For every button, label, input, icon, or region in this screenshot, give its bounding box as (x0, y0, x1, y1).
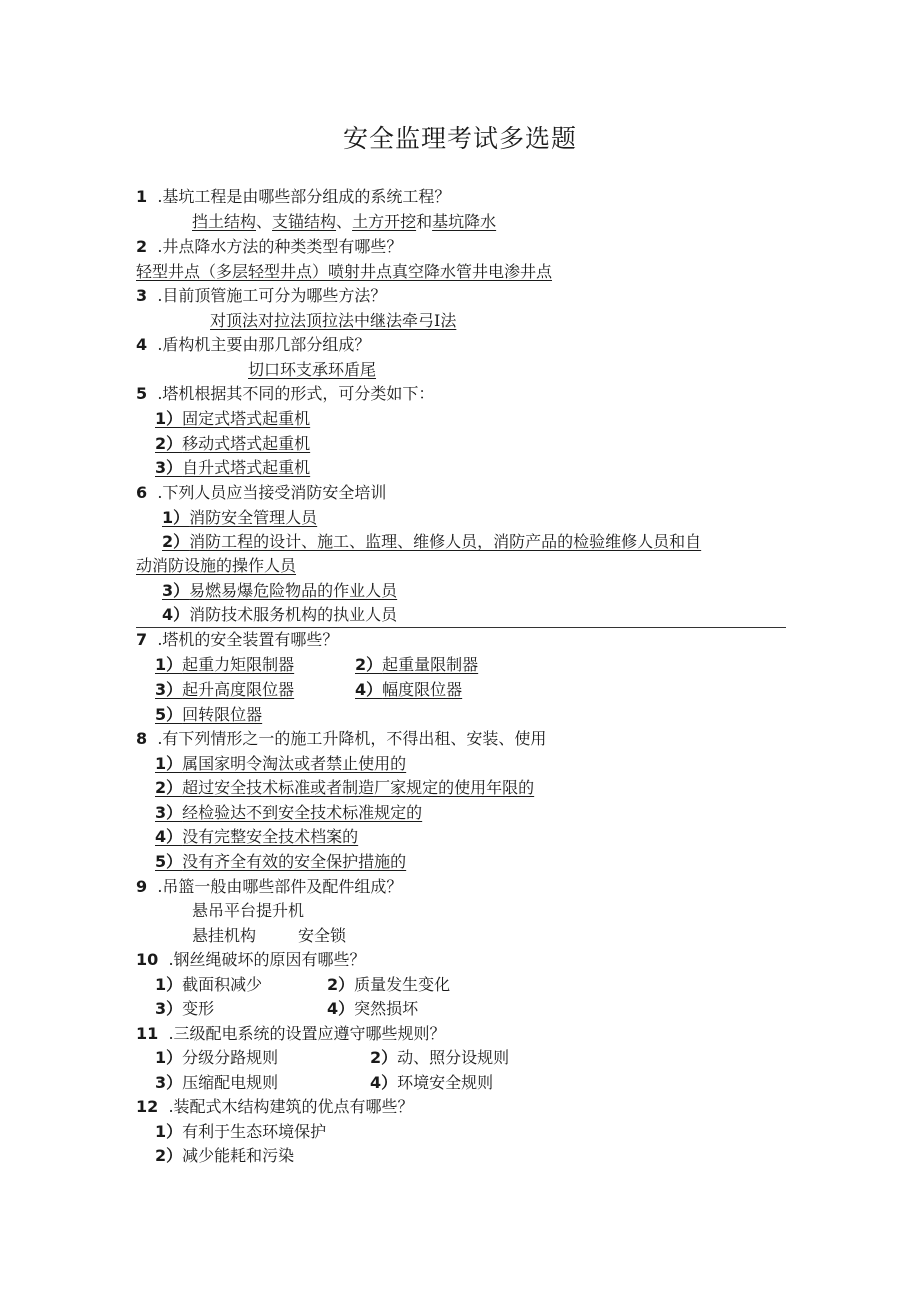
question-9 (136, 877, 402, 897)
list-item (155, 852, 406, 872)
question-number: 7 (136, 630, 148, 649)
item-text: 自升式塔式起重机 (182, 458, 311, 477)
divider (136, 627, 786, 628)
answer-term: 土方开挖 (352, 212, 417, 231)
item-number: 4） (155, 827, 183, 846)
item-text: 起重力矩限制器 (182, 655, 295, 674)
item-number: 2） (155, 434, 183, 453)
question-3 (136, 286, 386, 306)
item-text: 起升高度限位器 (182, 680, 295, 699)
item-text: 消防技术服务机构的执业人员 (189, 605, 398, 624)
question-5 (136, 384, 434, 404)
item-text: 质量发生变化 (354, 975, 451, 994)
question-number: 12 (136, 1097, 159, 1116)
question-11 (136, 1024, 446, 1044)
question-number: 5 (136, 384, 148, 403)
question-text: .装配式木结构建筑的优点有哪些？ (168, 1097, 414, 1116)
item-number: 5） (155, 852, 183, 871)
item-text: 固定式塔式起重机 (182, 409, 311, 428)
list-item (155, 999, 214, 1019)
question-text: .钢丝绳破坏的原因有哪些？ (168, 950, 366, 969)
question-10 (136, 950, 366, 970)
item-text: 变形 (182, 999, 215, 1018)
question-2 (136, 237, 402, 257)
list-item (155, 778, 534, 798)
list-item (155, 803, 422, 823)
list-item (155, 434, 310, 454)
list-item (355, 655, 478, 675)
list-item (162, 508, 317, 528)
answer-1 (192, 212, 496, 232)
list-item (155, 827, 358, 847)
item-number: 3） (162, 581, 190, 600)
item-text: 突然损坏 (354, 999, 419, 1018)
list-item (370, 1073, 493, 1093)
separator: 、 (256, 212, 273, 231)
list-item (327, 999, 418, 1019)
item-number: 3） (155, 1073, 183, 1092)
item-number: 1） (155, 975, 183, 994)
question-text: .三级配电系统的设置应遵守哪些规则？ (168, 1024, 446, 1043)
list-item-continuation: 动消防设施的操作人员 (136, 556, 297, 575)
item-text: 没有齐全有效的安全保护措施的 (182, 852, 407, 871)
item-number: 1） (155, 409, 183, 428)
question-number: 6 (136, 483, 148, 502)
list-item (155, 705, 262, 725)
item-number: 4） (355, 680, 383, 699)
item-number: 4） (162, 605, 190, 624)
item-number: 1） (155, 1122, 183, 1141)
item-text: 消防工程的设计、施工、监理、维修人员，消防产品的检验维修人员和自 (189, 532, 702, 551)
list-item (162, 532, 701, 552)
list-item (370, 1048, 509, 1068)
list-item (155, 1146, 294, 1166)
item-text: 回转限位器 (182, 705, 263, 724)
item-text: 易燃易爆危险物品的作业人员 (189, 581, 398, 600)
item-number: 2） (355, 655, 383, 674)
item-text: 减少能耗和污染 (182, 1146, 295, 1165)
item-text: 消防安全管理人员 (189, 508, 318, 527)
list-item (155, 754, 406, 774)
answer-4: 切口环支承环盾尾 (248, 360, 377, 379)
item-number: 2） (327, 975, 355, 994)
list-item (155, 1048, 278, 1068)
item-number: 4） (327, 999, 355, 1018)
item-number: 2） (155, 778, 183, 797)
question-text: .基坑工程是由哪些部分组成的系统工程？ (157, 187, 451, 206)
item-text: 环境安全规则 (397, 1073, 494, 1092)
item-number: 5） (155, 705, 183, 724)
item-text: 超过安全技术标准或者制造厂家规定的使用年限的 (182, 778, 535, 797)
item-number: 2） (162, 532, 190, 551)
list-item (155, 1073, 278, 1093)
question-text: .有下列情形之一的施工升降机，不得出租、安装、使用 (157, 729, 547, 748)
item-number: 3） (155, 680, 183, 699)
item-text: 移动式塔式起重机 (182, 434, 311, 453)
item-text: 起重量限制器 (382, 655, 479, 674)
item-text: 分级分路规则 (182, 1048, 279, 1067)
list-item (162, 581, 397, 601)
item-number: 1） (155, 1048, 183, 1067)
question-number: 10 (136, 950, 159, 969)
item-number: 2） (370, 1048, 398, 1067)
item-number: 3） (155, 803, 183, 822)
answer-9-line: 悬吊平台提升机 (192, 901, 305, 920)
question-text: .盾构机主要由那几部分组成？ (157, 335, 371, 354)
answer-2: 轻型井点（多层轻型井点）喷射井点真空降水管井电渗井点 (136, 262, 553, 281)
question-7 (136, 630, 338, 650)
question-number: 11 (136, 1024, 159, 1043)
list-item (155, 655, 294, 675)
question-number: 3 (136, 286, 148, 305)
question-12 (136, 1097, 414, 1117)
answer-term: 基坑降水 (432, 212, 497, 231)
item-text: 经检验达不到安全技术标准规定的 (182, 803, 423, 822)
separator: 和 (416, 212, 433, 231)
question-text: .井点降水方法的种类类型有哪些？ (157, 237, 403, 256)
item-text: 动、照分设规则 (397, 1048, 510, 1067)
question-number: 8 (136, 729, 148, 748)
question-text: .目前顶管施工可分为哪些方法？ (157, 286, 387, 305)
question-number: 2 (136, 237, 148, 256)
question-1 (136, 187, 450, 207)
list-item (155, 680, 294, 700)
question-number: 1 (136, 187, 148, 206)
list-item (155, 458, 310, 478)
item-text: 幅度限位器 (382, 680, 463, 699)
item-text: 压缩配电规则 (182, 1073, 279, 1092)
question-number: 4 (136, 335, 148, 354)
page-title: 安全监理考试多选题 (342, 124, 577, 153)
question-text: .吊篮一般由哪些部件及配件组成？ (157, 877, 403, 896)
answer-9-part: 安全锁 (298, 926, 347, 945)
list-item (155, 975, 262, 995)
answer-9-part: 悬挂机构 (192, 926, 257, 945)
item-number: 1） (155, 754, 183, 773)
item-text: 截面积减少 (182, 975, 263, 994)
question-6 (136, 483, 386, 503)
list-item (327, 975, 450, 995)
question-text: .塔机的安全装置有哪些？ (157, 630, 339, 649)
question-4 (136, 335, 370, 355)
answer-term: 挡土结构 (192, 212, 257, 231)
item-text: 有利于生态环境保护 (182, 1122, 327, 1141)
list-item (162, 605, 397, 625)
item-number: 3） (155, 999, 183, 1018)
list-item (155, 1122, 326, 1142)
item-text: 属国家明令淘汰或者禁止使用的 (182, 754, 407, 773)
question-8 (136, 729, 546, 749)
question-text: .下列人员应当接受消防安全培训 (157, 483, 387, 502)
item-number: 2） (155, 1146, 183, 1165)
item-number: 1） (155, 655, 183, 674)
item-number: 3） (155, 458, 183, 477)
item-text: 没有完整安全技术档案的 (182, 827, 359, 846)
list-item (355, 680, 462, 700)
list-item (155, 409, 310, 429)
item-number: 4） (370, 1073, 398, 1092)
question-text: .塔机根据其不同的形式，可分类如下： (157, 384, 435, 403)
question-number: 9 (136, 877, 148, 896)
separator: 、 (336, 212, 353, 231)
answer-3: 对顶法对拉法顶拉法中继法牵弓I法 (210, 311, 457, 330)
answer-term: 支锚结构 (272, 212, 337, 231)
item-number: 1） (162, 508, 190, 527)
